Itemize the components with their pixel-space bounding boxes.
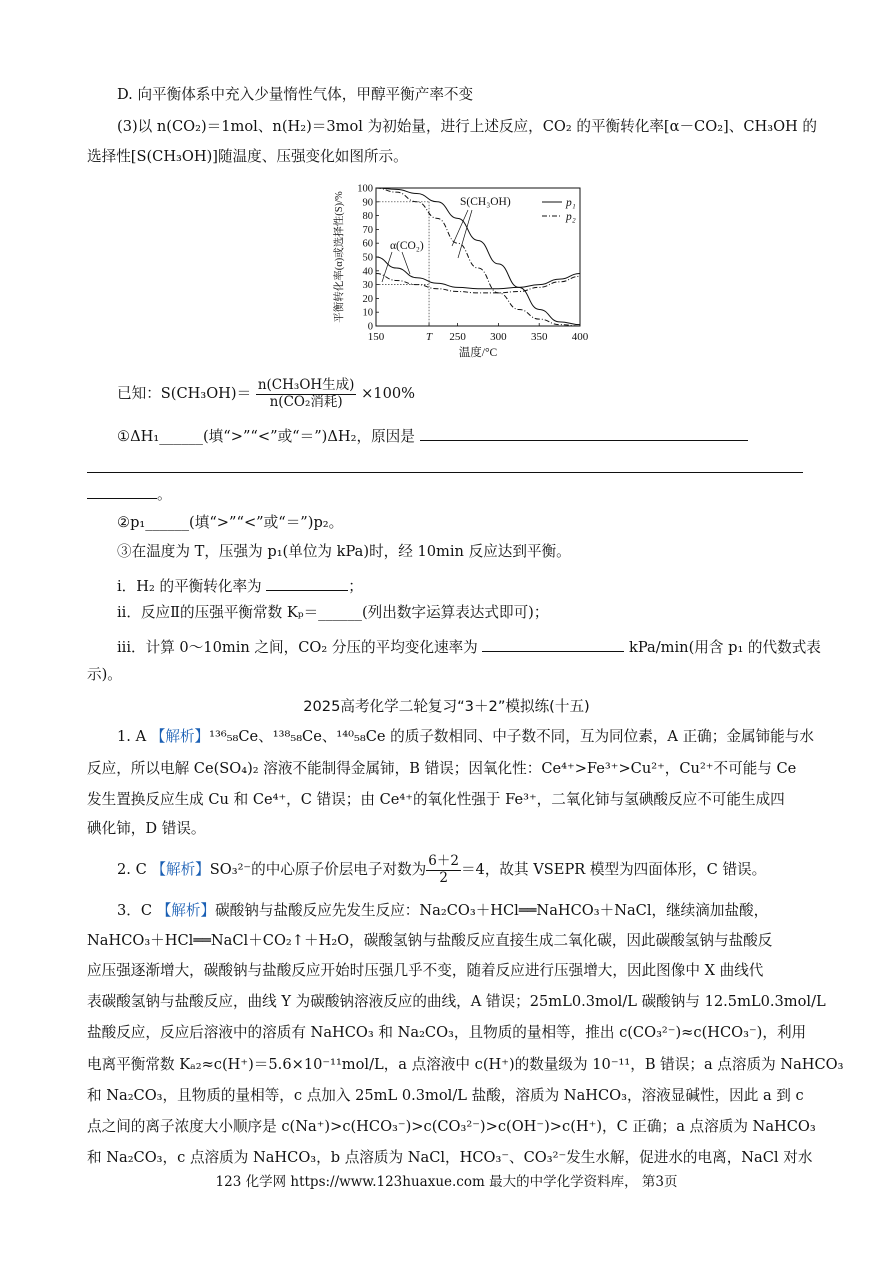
q-3i <box>117 576 363 595</box>
answer-1-number: 1. A <box>117 728 147 745</box>
known-denominator: n(CO₂消耗) <box>269 393 343 410</box>
temperature-chart <box>330 172 600 362</box>
answer-2-frac-num: 6＋2 <box>428 853 459 869</box>
y-tick-label: 50 <box>362 252 373 264</box>
answer-2-post: ＝4，故其 VSEPR 模型为四面体形，C 错误。 <box>460 861 767 879</box>
q-3i-text: i．H₂ 的平衡转化率为 <box>117 578 262 595</box>
y-tick-label: 30 <box>362 280 373 292</box>
answer-3-line3: 应压强逐渐增大，碳酸钠与盐酸反应开始时压强几乎不变，随着反应进行压强增大，因此图像中 X 曲线代 <box>87 962 764 979</box>
answer-3-line7: 和 Na₂CO₃，且物质的量相等，c 点加入 25mL 0.3mol/L 盐酸，溶质为 NaHCO₃，溶液显碱性，因此 a 到 c <box>87 1087 804 1104</box>
analysis-tag: 【解析】 <box>150 728 210 745</box>
y-tick-label: 80 <box>362 211 373 223</box>
q-3iii <box>117 637 821 656</box>
y-tick-label: 100 <box>357 183 373 195</box>
analysis-tag: 【解析】 <box>156 902 216 919</box>
y-tick-label: 90 <box>362 197 373 209</box>
q-1-cont <box>87 458 803 477</box>
annotation-conversion: α(CO₂) <box>390 240 424 252</box>
known-formula <box>117 378 415 410</box>
y-tick-label: 70 <box>362 224 373 236</box>
q-1-cont2 <box>87 484 172 503</box>
y-tick-label: 60 <box>362 238 373 250</box>
answer-2-fraction <box>426 854 461 886</box>
q-3iii-end: kPa/min(用含 p₁ 的代数式表 <box>629 639 821 656</box>
answer-3-line4: 表碳酸氢钠与盐酸反应，曲线 Y 为碳酸钠溶液反应的曲线，A 错误；25mL0.3mol/L 碳酸钠与 12.5mL0.3mol/L <box>87 993 826 1010</box>
legend-label-1: p₁ <box>566 197 576 209</box>
known-prefix: 已知：S(CH₃OH)＝ <box>117 385 252 403</box>
answer-3-text: 碳酸钠与盐酸反应先发生反应：Na₂CO₃＋HCl══NaHCO₃＋NaCl，继续滴加盐酸， <box>215 902 769 919</box>
option-d: D. 向平衡体系中充入少量惰性气体，甲醇平衡产率不变 <box>117 86 474 103</box>
x-tick-label: T <box>425 331 433 343</box>
q-3iii-l2: 示)。 <box>87 666 122 683</box>
answer-3-line5: 盐酸反应，反应后溶液中的溶质有 NaHCO₃ 和 Na₂CO₃，且物质的量相等，推出 c(CO₃²⁻)≈c(HCO₃⁻)，利用 <box>87 1024 807 1041</box>
answer-2-pre: SO₃²⁻的中心原子价层电子对数为 <box>209 861 427 879</box>
answer-3-line8: 点之间的离子浓度大小顺序是 c(Na⁺)>c(HCO₃⁻)>c(CO₃²⁻)>c(OH⁻)>c(H⁺)，C 正确；a 点溶质为 NaHCO₃ <box>87 1118 816 1135</box>
page-footer: 123 化学网 https://www.123huaxue.com 最大的中学化学资料库， 第3页 <box>215 1174 678 1190</box>
answer-1-line3: 发生置换反应生成 Cu 和 Ce⁴⁺，C 错误；由 Ce⁴⁺的氧化性强于 Fe³⁺，二氧化铈与氢碘酸反应不可能生成四 <box>87 791 785 808</box>
answer-1-line4: 碘化铈，D 错误。 <box>87 820 206 837</box>
q-3ii: ii．反应Ⅱ的压强平衡常数 Kₚ＝______(列出数字运算表达式即可)； <box>117 604 549 621</box>
x-tick-label: 350 <box>530 331 548 343</box>
q-3iii-text: iii．计算 0～10min 之间，CO₂ 分压的平均变化速率为 <box>117 639 478 656</box>
x-tick-label: 400 <box>571 331 589 343</box>
answer-2 <box>117 854 766 886</box>
q-3i-end: ； <box>348 578 363 595</box>
x-tick-label: 250 <box>449 331 466 343</box>
annotation-selectivity: S(CH₃OH) <box>460 196 511 208</box>
curve-conversion-p1 <box>376 257 580 289</box>
y-tick-label: 0 <box>367 321 373 333</box>
q-3: ③在温度为 T，压强为 p₁(单位为 kPa)时，经 10min 反应达到平衡。 <box>117 543 571 560</box>
section-title: 2025高考化学二轮复习“3＋2”模拟练(十五) <box>303 698 590 715</box>
plot-frame <box>376 188 580 326</box>
x-tick-label: 300 <box>490 331 507 343</box>
q3-line1: (3)以 n(CO₂)＝1mol、n(H₂)＝3mol 为初始量，进行上述反应，CO₂ 的平衡转化率[α－CO₂]、CH₃OH 的 <box>117 118 817 135</box>
answer-1-line2: 反应，所以电解 Ce(SO₄)₂ 溶液不能制得金属铈，B 错误；因氧化性：Ce⁴⁺>Fe³⁺>Cu²⁺，Cu²⁺不可能与 Ce <box>87 760 797 777</box>
q-1-text: ①ΔH₁______(填“>”“<”或“＝”)ΔH₂，原因是 <box>117 428 415 445</box>
answer-3-number: 3．C <box>117 902 153 919</box>
answer-3-line9: 和 Na₂CO₃，c 点溶质为 NaHCO₃，b 点溶质为 NaCl，HCO₃⁻、CO₃²⁻发生水解，促进水的电离，NaCl 对水 <box>87 1149 813 1166</box>
answer-blank-1b[interactable] <box>87 458 803 473</box>
annotation-pointer <box>452 210 468 246</box>
known-numerator: n(CH₃OH生成) <box>257 377 355 393</box>
answer-1-text: ¹³⁶₅₈Ce、¹³⁸₅₈Ce、¹⁴⁰₅₈Ce 的质子数相同、中子数不同，互为同位素，A 正确；金属铈能与水 <box>209 728 814 745</box>
known-fraction <box>256 378 357 410</box>
y-tick-label: 20 <box>362 293 373 305</box>
y-axis-label: 平衡转化率(α)或选择性(S)/% <box>334 191 345 323</box>
curve-selectivity-p2 <box>376 188 580 326</box>
known-suffix: ×100% <box>361 385 416 403</box>
answer-1-line1 <box>117 730 814 745</box>
answer-blank-1[interactable] <box>420 426 748 441</box>
analysis-tag: 【解析】 <box>151 861 210 879</box>
answer-3-line6: 电离平衡常数 Kₐ₂≈c(H⁺)＝5.6×10⁻¹¹mol/L，a 点溶液中 c(H⁺)的数量级为 10⁻¹¹，B 错误；a 点溶质为 NaHCO₃ <box>87 1056 844 1073</box>
answer-blank-1c[interactable] <box>87 484 157 499</box>
answer-3-line1 <box>117 904 768 919</box>
curve-conversion-p2 <box>376 274 580 293</box>
legend-label-2: p₂ <box>566 211 576 223</box>
answer-blank-3i[interactable] <box>266 576 348 591</box>
q-1-end: 。 <box>157 486 172 503</box>
q-2: ②p₁______(填“>”“<”或“＝”)p₂。 <box>117 514 344 531</box>
q-1 <box>117 426 748 445</box>
curve-selectivity-p1 <box>376 188 580 325</box>
answer-2-number: 2. C <box>117 861 147 879</box>
x-tick-label: 150 <box>367 331 385 343</box>
answer-3-line2: NaHCO₃＋HCl══NaCl＋CO₂↑＋H₂O，碳酸氢钠与盐酸反应直接生成二氧化碳，因此碳酸氢钠与盐酸反 <box>87 932 773 949</box>
q3-line2: 选择性[S(CH₃OH)]随温度、压强变化如图所示。 <box>87 148 408 165</box>
answer-blank-3iii[interactable] <box>482 637 624 652</box>
y-tick-label: 10 <box>362 307 373 319</box>
y-tick-label: 40 <box>362 266 373 278</box>
answer-2-frac-den: 2 <box>439 869 448 886</box>
x-axis-label: 温度/°C <box>458 347 498 359</box>
